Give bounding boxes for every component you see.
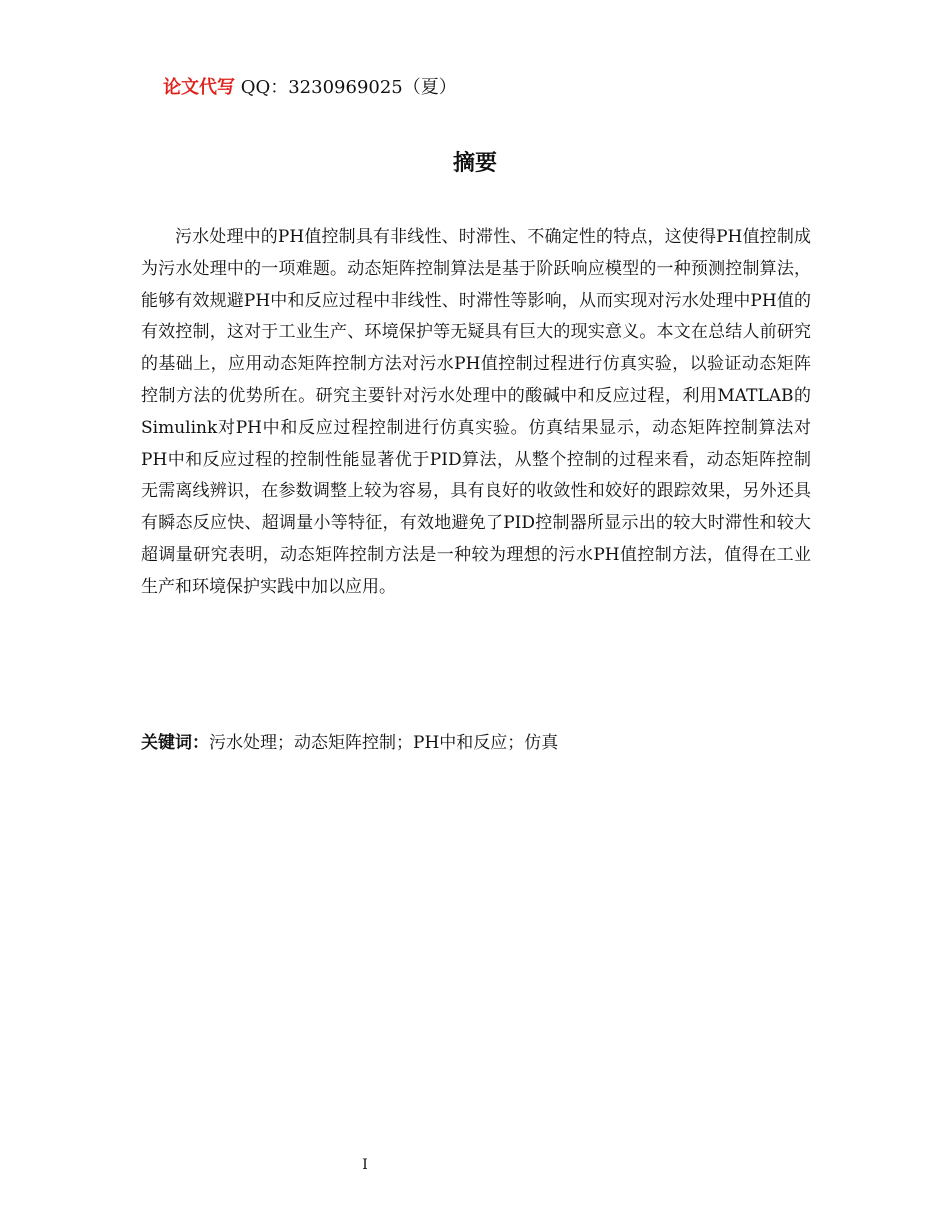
- keywords-label: 关键词：: [141, 733, 209, 753]
- header-contact: QQ：3230969025（夏）: [235, 77, 457, 98]
- page-header: [163, 76, 457, 100]
- page-number: I: [362, 1157, 368, 1173]
- keywords-line: [141, 729, 811, 757]
- keywords-text: 污水处理；动态矩阵控制；PH中和反应；仿真: [209, 733, 559, 753]
- header-red-text: 论文代写: [163, 77, 235, 98]
- abstract-title: 摘要: [452, 151, 497, 176]
- abstract-body: 污水处理中的PH值控制具有非线性、时滞性、不确定性的特点，这使得PH值控制成为污水处理中的一项难题。动态矩阵控制算法是基于阶跃响应模型的一种预测控制算法，能够有效规避PH中和反应过程中非线性、时滞性等影响，从而实现对污水处理中PH值的有效控制，这对于工业生产、环境保护等无疑具有巨大的现实意义。本文在总结人前研究的基础上，应用动态矩阵控制方法对污水PH值控制过程进行仿真实验，以验证动态矩阵控制方法的优势所在。研究主要针对污水处理中的酸碱中和反应过程，利用MATLAB的Simulink对PH中和反应过程控制进行仿真实验。仿真结果显示，动态矩阵控制算法对PH中和反应过程的控制性能显著优于PID算法，从整个控制的过程来看，动态矩阵控制无需离线辨识，在参数调整上较为容易，具有良好的收敛性和姣好的跟踪效果，另外还具有瞬态反应快、超调量小等特征，有效地避免了PID控制器所显示出的较大时滞性和较大超调量研究表明，动态矩阵控制方法是一种较为理想的污水PH值控制方法，值得在工业生产和环境保护实践中加以应用。: [141, 227, 811, 597]
